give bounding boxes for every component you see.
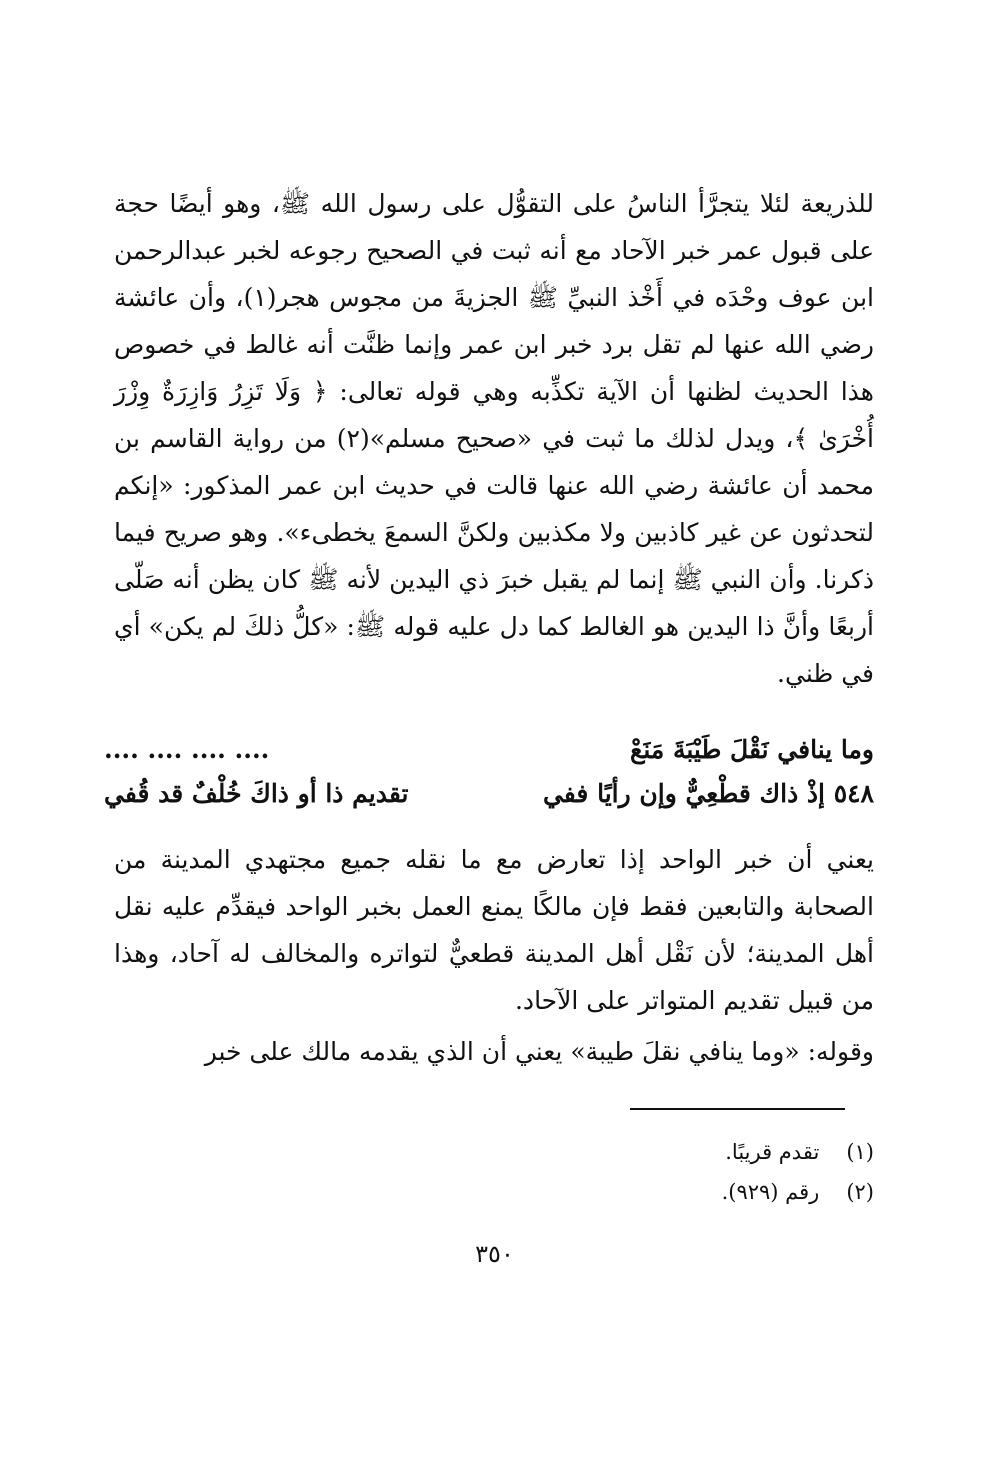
footnote-1 [374, 1135, 874, 1169]
paragraph-hadith-discussion: للذريعة لئلا يتجرَّأ الناسُ على التقوُّل على رسول الله ﷺ، وهو أيضًا حجة على قبول عمر خبر الآحاد مع أنه ثبت في الصحيح رجوعه لخبر عبدالرحمن ابن عوف وحْدَه في أَخْذ النبيِّ ﷺ الجزيةَ من مجوس هجر(١)، وأن عائشة رضي الله عنها لم تقل برد خبر ابن عمر وإنما ظنَّت أنه غالط في خصوص هذا الحديث لظنها أن الآية تكذِّبه وهي قوله تعالى: ﴿ وَلَا تَزِرُ وَازِرَةٌ وِزْرَ أُخْرَىٰ ﴾، ويدل لذلك ما ثبت في «صحيح مسلم»(٢) من رواية القاسم بن محمد أن عائشة رضي الله عنها قالت في حديث ابن عمر المذكور: «إنكم لتحدثون عن غير كاذبين ولا مكذبين ولكنَّ السمعَ يخطىء». وهو صريح فيما ذكرنا. وأن النبي ﷺ إنما لم يقبل خبرَ ذي اليدين لأنه ﷺ كان يظن أنه صَلّى أربعًا وأنَّ ذا اليدين هو الغالط كما دل عليه قوله ﷺ: «كلُّ ذلكَ لم يكن» أي في ظني. [114, 189, 874, 688]
footnote-2-text: رقم (٩٢٩). [721, 1180, 820, 1204]
verse-line-1 [104, 728, 874, 772]
verse-line-2-first-hemistich: ٥٤٨ إذْ ذاك قطْعِيٌّ وإن رأيًا ففي [542, 779, 874, 808]
verse-line-2 [104, 772, 874, 816]
footnote-1-number: (١) [846, 1140, 874, 1164]
footnote-2 [374, 1175, 874, 1209]
footnote-separator [630, 1108, 845, 1110]
verse-line-1-second-hemistich: .... .... .... .... [104, 735, 270, 764]
paragraph-commentary: يعني أن خبر الواحد إذا تعارض مع ما نقله جميع مجتهدي المدينة من الصحابة والتابعين فقط فإن مالكًا يمنع العمل بخبر الواحد فيقدِّم عليه نقل أهل المدينة؛ لأن نَقْل أهل المدينة قطعيٌّ لتواتره والمخالف له آحاد، وهذا من قبيل تقديم المتواتر على الآحاد. [114, 845, 874, 1015]
page-number: ٣٥٠ [475, 1240, 514, 1268]
footnote-1-text: تقدم قريبًا. [725, 1140, 820, 1164]
paragraph-commentary-continued: وقوله: «وما ينافي نقلَ طيبة» يعني أن الذي يقدمه مالك على خبر [204, 1037, 874, 1066]
verse-line-1-first-hemistich: وما ينافي نَقْلَ طَيْبَةَ مَنَعْ [630, 735, 874, 764]
footnote-2-number: (٢) [846, 1180, 874, 1204]
verse-line-2-second-hemistich: تقديم ذا أو ذاكَ خُلْفٌ قد قُفي [104, 779, 409, 808]
